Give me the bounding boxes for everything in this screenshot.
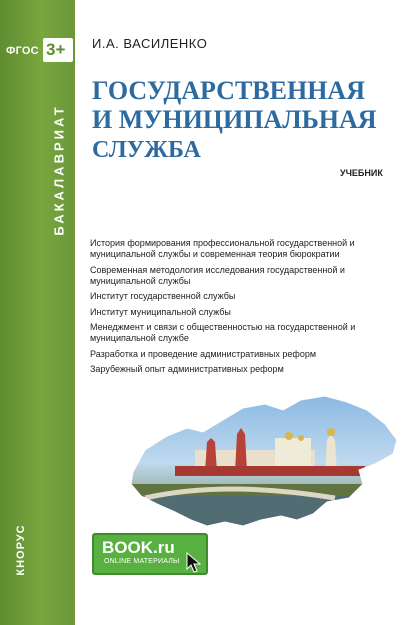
textbook-label: УЧЕБНИК (340, 168, 383, 178)
title-line-3: СЛУЖБА (92, 137, 201, 163)
fgos-badge (43, 38, 73, 62)
publisher-label-wrap (14, 520, 28, 580)
topic-item: История формирования профессиональной государственной и муниципальной службы и современная теория бюрократии (90, 238, 355, 260)
fgos-badge-text: 3+ (46, 40, 66, 59)
publisher-label: КНОРУС (15, 524, 27, 576)
title-line-1: ГОСУДАРСТВЕННАЯ (92, 76, 365, 105)
topic-item: Разработка и проведение административных реформ (90, 348, 317, 359)
side-bar (0, 0, 75, 625)
topic-item: Современная методология исследования государственной и муниципальной службы (90, 264, 345, 286)
book-ru-subtitle: ONLINE МАТЕРИАЛЫ (104, 558, 180, 565)
level-label: БАКАЛАВРИАТ (51, 104, 67, 236)
cursor-icon (185, 552, 203, 574)
topic-item: Менеджмент и связи с общественностью на государственной и муниципальной службе (90, 321, 356, 344)
topic-item: Институт муниципальной службы (90, 306, 231, 317)
fgos-label: ФГОС (6, 45, 39, 57)
book-title (92, 76, 402, 134)
title-line-2: И МУНИЦИПАЛЬНАЯ (92, 105, 377, 134)
topic-item: Зарубежный опыт административных реформ (90, 363, 284, 374)
book-ru-logo: BOOK.ru (102, 538, 175, 557)
topics-list (90, 238, 390, 379)
russia-map-icon (75, 380, 415, 530)
level-label-wrap (52, 70, 66, 270)
author: И.А. ВАСИЛЕНКО (92, 36, 208, 51)
topic-item: Институт государственной службы (90, 291, 236, 302)
